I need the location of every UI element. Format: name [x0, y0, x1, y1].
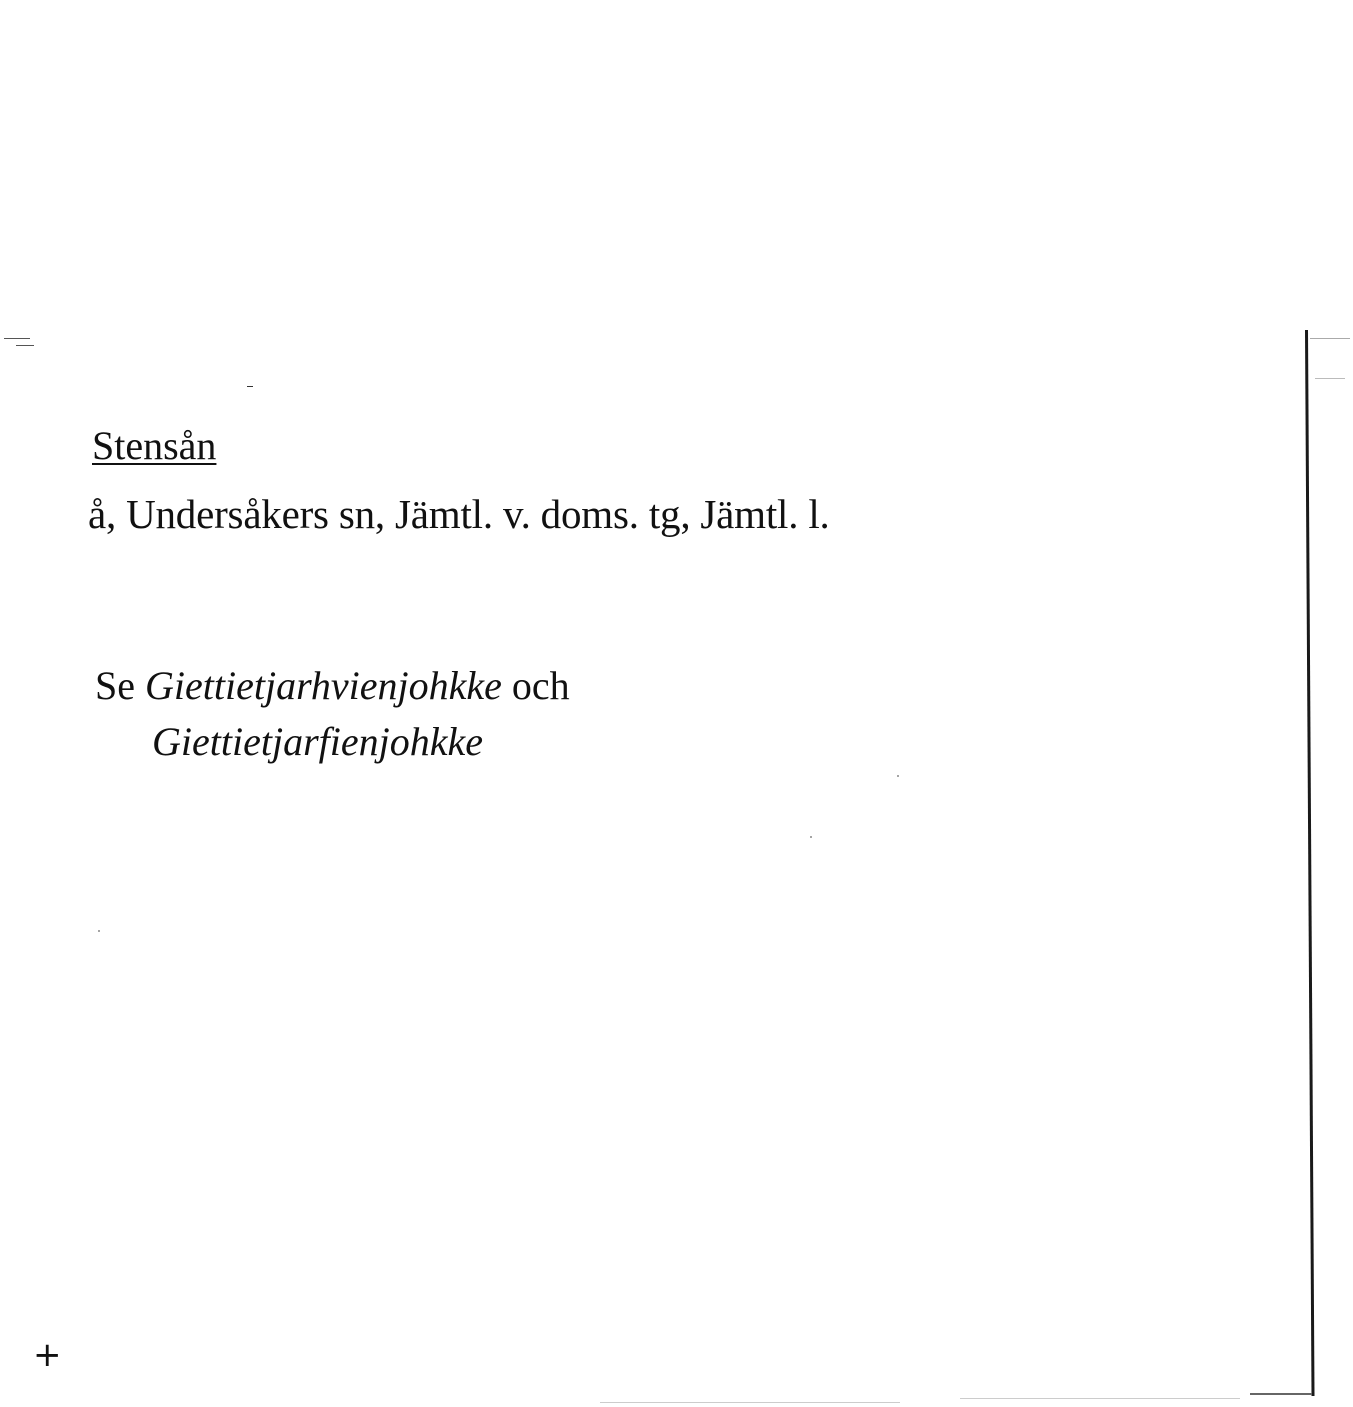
scan-speck [16, 345, 34, 346]
crossref-prefix: Se [95, 663, 145, 708]
scan-speck [960, 1398, 1240, 1399]
scan-speck [600, 1402, 900, 1403]
entry-description: å, Undersåkers sn, Jämtl. v. doms. tg, Jämtl. l. [88, 491, 830, 537]
scan-speck [98, 930, 100, 932]
crossref-name-1: Giettietjarhvienjohkke [145, 663, 502, 708]
corner-plus-mark: + [33, 1335, 62, 1375]
cross-reference-line-1 [95, 658, 570, 714]
card-right-border [1305, 330, 1315, 1396]
scan-speck [897, 775, 899, 777]
scan-speck [247, 386, 253, 387]
scan-speck [1315, 378, 1345, 379]
entry-headword: Stensån [92, 423, 217, 468]
scan-speck [810, 836, 812, 838]
scan-speck [1310, 338, 1350, 339]
card-bottom-edge [1250, 1393, 1312, 1395]
crossref-name-2: Giettietjarfienjohkke [152, 719, 483, 764]
scan-speck [4, 338, 30, 339]
crossref-joiner: och [501, 663, 570, 708]
